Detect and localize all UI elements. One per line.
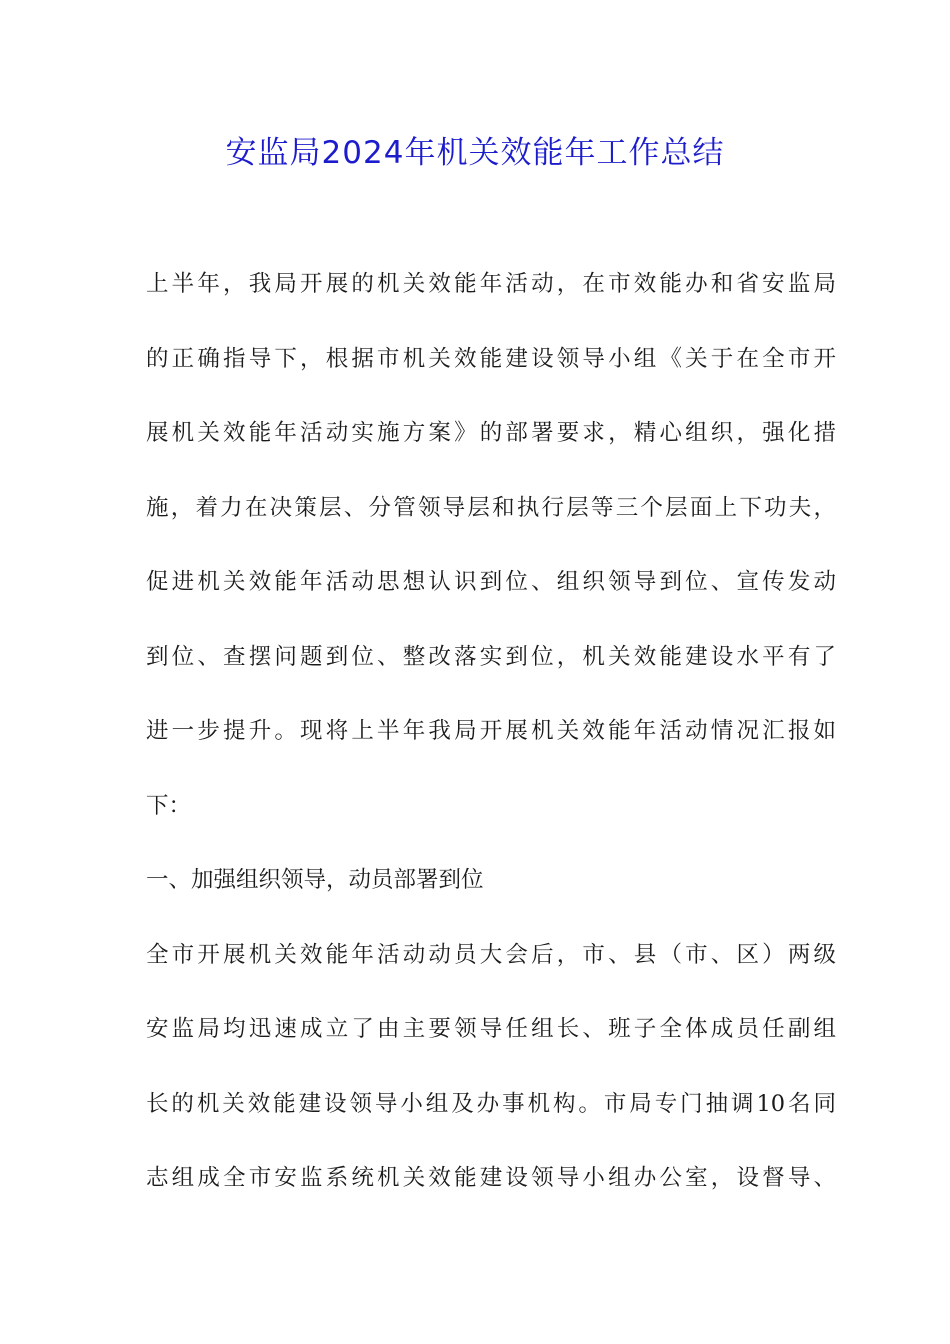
paragraph-line: 施，着力在决策层、分管领导层和执行层等三个层面上下功夫， bbox=[146, 494, 836, 521]
paragraph-line: 长的机关效能建设领导小组及办事机构。市局专门抽调10名同 bbox=[146, 1090, 836, 1117]
paragraph-line: 志组成全市安监系统机关效能建设领导小组办公室，设督导、 bbox=[146, 1165, 836, 1191]
paragraph-line: 下： bbox=[146, 792, 192, 819]
paragraph-line: 的正确指导下，根据市机关效能建设领导小组《关于在全市开 bbox=[146, 345, 836, 372]
section-heading: 一、加强组织领导，动员部署到位 bbox=[146, 867, 484, 893]
paragraph-line: 到位、查摆问题到位、整改落实到位，机关效能建设水平有了 bbox=[146, 643, 836, 670]
document-title: 安监局2024年机关效能年工作总结 bbox=[225, 135, 725, 171]
paragraph-line: 上半年，我局开展的机关效能年活动，在市效能办和省安监局 bbox=[146, 271, 836, 297]
paragraph-line: 展机关效能年活动实施方案》的部署要求，精心组织，强化措 bbox=[146, 420, 836, 446]
document-body bbox=[146, 262, 836, 1231]
paragraph-line: 安监局均迅速成立了由主要领导任组长、班子全体成员任副组 bbox=[146, 1016, 836, 1042]
paragraph-line: 促进机关效能年活动思想认识到位、组织领导到位、宣传发动 bbox=[146, 569, 836, 595]
paragraph-line: 全市开展机关效能年活动动员大会后，市、县（市、区）两级 bbox=[146, 941, 836, 968]
paragraph-line: 进一步提升。现将上半年我局开展机关效能年活动情况汇报如 bbox=[146, 718, 836, 744]
